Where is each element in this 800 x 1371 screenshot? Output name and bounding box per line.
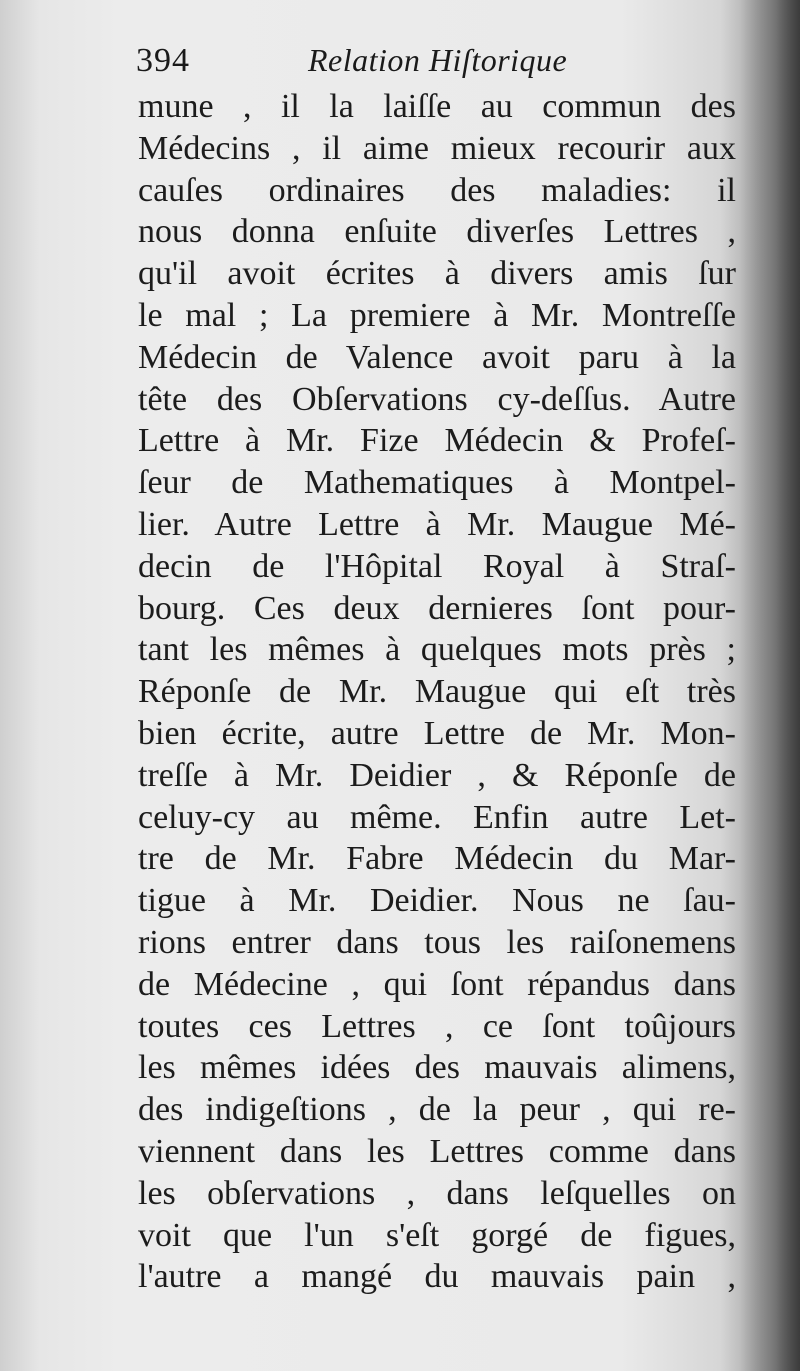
text-line: rions entrer dans tous les raiſonemens: [138, 923, 736, 961]
text-line: viennent dans les Lettres comme dans: [138, 1132, 736, 1170]
text-line: mune , il la laiſſe au commun des: [138, 88, 736, 125]
text-line: cauſes ordinaires des maladies: il: [138, 171, 736, 209]
text-line: qu'il avoit écrites à divers amis ſur: [138, 255, 736, 293]
text-line: tre de Mr. Fabre Médecin du Mar-: [138, 840, 736, 878]
text-line: les mêmes idées des mauvais alimens,: [138, 1049, 736, 1087]
text-line: tigue à Mr. Deidier. Nous ne ſau-: [138, 882, 736, 920]
text-line: toutes ces Lettres , ce ſont toûjours: [138, 1007, 736, 1045]
text-line: treſſe à Mr. Deidier , & Réponſe de: [138, 756, 736, 794]
page-gutter-shadow: [740, 0, 800, 1371]
text-line: nous donna enſuite diverſes Lettres ,: [138, 213, 736, 251]
text-line: les obſervations , dans leſquelles on: [138, 1174, 736, 1212]
text-line: celuy-cy au même. Enfin autre Let-: [138, 798, 736, 836]
text-line: tant les mêmes à quelques mots près ;: [138, 631, 736, 669]
text-line: bien écrite, autre Lettre de Mr. Mon-: [138, 714, 736, 752]
text-line: Médecins , il aime mieux recourir aux: [138, 129, 736, 167]
text-line: voit que l'un s'eſt gorgé de figues,: [138, 1216, 736, 1254]
page-number: 394: [136, 42, 190, 79]
text-line: tête des Obſervations cy-deſſus. Autre: [138, 380, 736, 418]
text-line: le mal ; La premiere à Mr. Montreſſe: [138, 296, 736, 334]
text-line: l'autre a mangé du mauvais pain ,: [138, 1258, 736, 1296]
text-line: de Médecine , qui ſont répandus dans: [138, 965, 736, 1003]
text-line: lier. Autre Lettre à Mr. Maugue Mé-: [138, 505, 736, 543]
text-line: des indigeſtions , de la peur , qui re-: [138, 1091, 736, 1129]
running-title: Relation Hiſtorique: [308, 42, 568, 78]
text-line: ſeur de Mathematiques à Montpel-: [138, 464, 736, 502]
text-line: bourg. Ces deux dernieres ſont pour-: [138, 589, 736, 627]
text-line: Médecin de Valence avoit paru à la: [138, 338, 736, 376]
text-line: Réponſe de Mr. Maugue qui eſt très: [138, 673, 736, 711]
text-line: Lettre à Mr. Fize Médecin & Profeſ-: [138, 422, 736, 460]
body-text: [138, 86, 736, 1298]
text-line: decin de l'Hôpital Royal à Straſ-: [138, 547, 736, 585]
